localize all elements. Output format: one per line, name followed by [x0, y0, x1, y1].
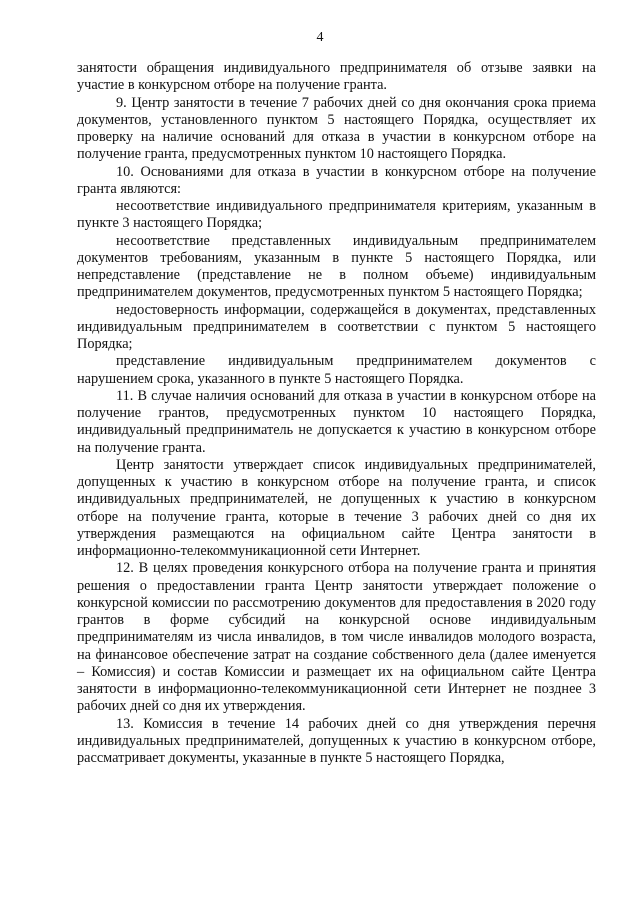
- paragraph-approved-list: Центр занятости утверждает список индивидуальных предпринимателей, допущенных к участию в конкурсном отборе на получение гранта, и список индивидуальных предпринимателей, не допущенных к участию в конкурсном отборе на получение гранта, которые в течение 3 рабочих дней со дня их утверждения размещаются на официальном сайте Центра занятости в информационно-телекоммуникационной сети Интернет.: [77, 456, 596, 559]
- paragraph-ground-deadline: представление индивидуальным предпринимателем документов с нарушением срока, указанного в пункте 5 настоящего Порядка.: [77, 353, 596, 387]
- paragraph-continuation: занятости обращения индивидуального предпринимателя об отзыве заявки на участие в конкурсном отборе на получение гранта.: [77, 60, 596, 94]
- paragraph-ground-criteria: несоответствие индивидуального предпринимателя критериям, указанным в пункте 3 настоящего Порядка;: [77, 198, 596, 232]
- document-body: [77, 60, 596, 767]
- paragraph-item-12: 12. В целях проведения конкурсного отбора на получение гранта и принятия решения о предоставлении гранта Центр занятости утверждает положение о конкурсной комиссии по рассмотрению документов для предоставления в 2020 году грантов в форме субсидий на конкурсной основе индивидуальным предпринимателям из числа инвалидов, в том числе инвалидов молодого возраста, на финансовое обеспечение затрат на создание собственного дела (далее именуется – Комиссия) и состав Комиссии и размещает их на официальном сайте Центра занятости в информационно-телекоммуникационной сети Интернет не позднее 3 рабочих дней со дня их утверждения.: [77, 560, 596, 715]
- paragraph-ground-inaccuracy: недостоверность информации, содержащейся в документах, представленных индивидуальным предпринимателем в соответствии с пунктом 5 настоящего Порядка;: [77, 301, 596, 352]
- paragraph-item-9: 9. Центр занятости в течение 7 рабочих дней со дня окончания срока приема документов, установленного пунктом 5 настоящего Порядка, осуществляет их проверку на наличие оснований для отказа в участии в конкурсном отборе на получение гранта, предусмотренных пунктом 10 настоящего Порядка.: [77, 94, 596, 163]
- paragraph-item-10: 10. Основаниями для отказа в участии в конкурсном отборе на получение гранта являются:: [77, 163, 596, 197]
- page-number: 4: [316, 30, 324, 45]
- paragraph-ground-documents: несоответствие представленных индивидуальным предпринимателем документов требованиям, указанным в пункте 5 настоящего Порядка, или непредставление (представление не в полном объеме) индивидуальным предпринимателем документов, предусмотренных пунктом 5 настоящего Порядка;: [77, 232, 596, 301]
- paragraph-item-11: 11. В случае наличия оснований для отказа в участии в конкурсном отборе на получение грантов, предусмотренных пунктом 10 настоящего Порядка, индивидуальный предприниматель не допускается к участию в конкурсном отборе на получение гранта.: [77, 387, 596, 456]
- paragraph-item-13: 13. Комиссия в течение 14 рабочих дней со дня утверждения перечня индивидуальных предпринимателей, допущенных к участию в конкурсном отборе, рассматривает документы, указанные в пункте 5 настоящего Порядка,: [77, 715, 596, 766]
